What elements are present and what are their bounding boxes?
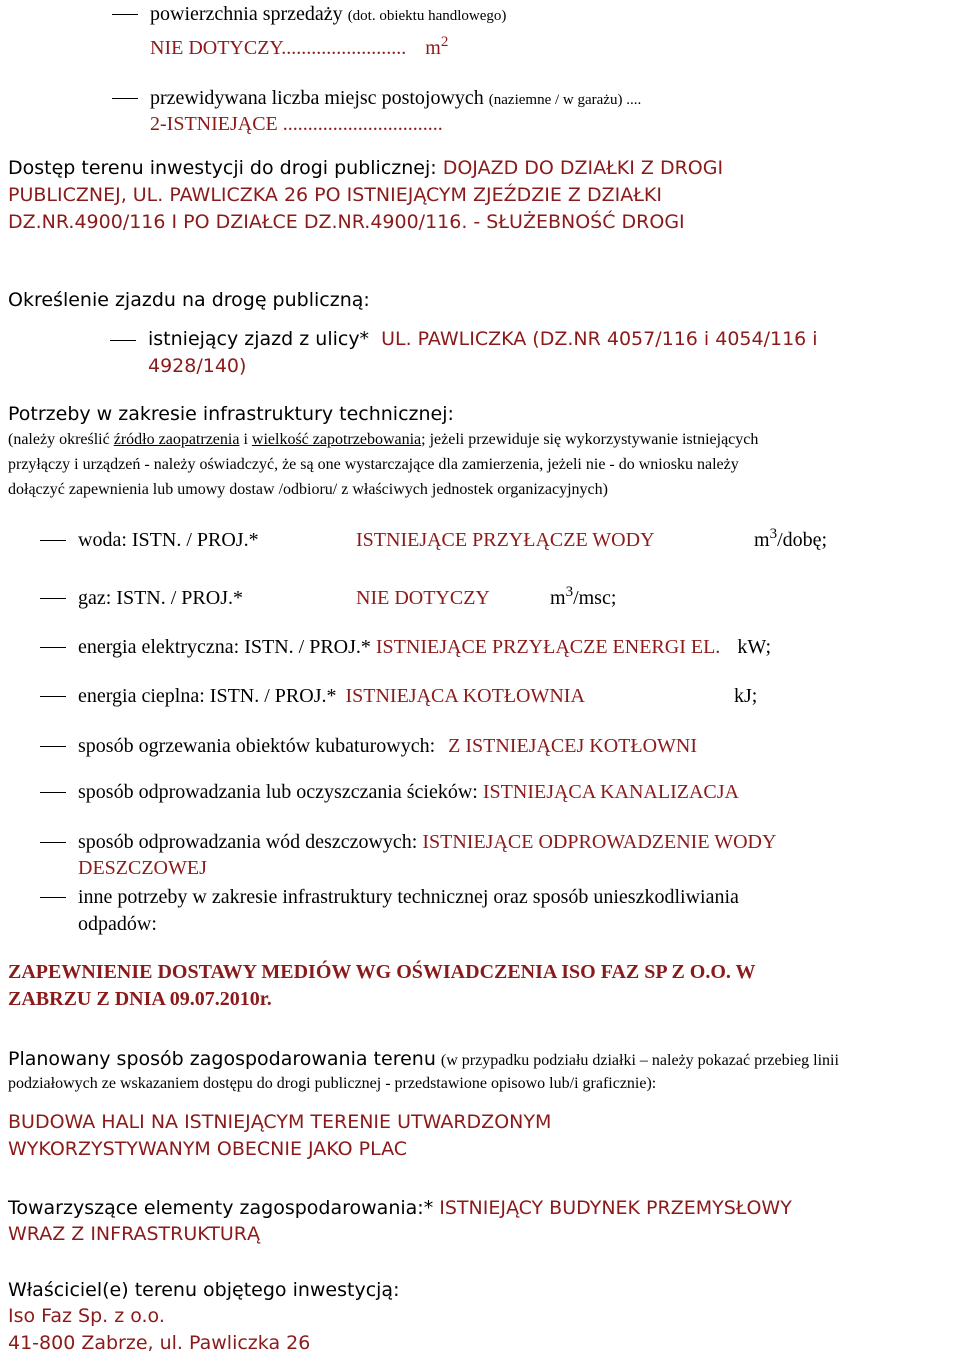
heating-line: sposób ogrzewania obiektów kubaturowych: Z ISTNIEJĄCEJ KOTŁOWNI [78, 735, 697, 757]
sewage-value: ISTNIEJĄCA KANALIZACJA [482, 781, 739, 803]
list-dash [40, 598, 66, 599]
supply-line-2: ZABRZU Z DNIA 09.07.2010r. [8, 988, 272, 1010]
list-dash [40, 842, 66, 843]
rain-value: ISTNIEJĄCE ODPROWADZENIE WODY [422, 831, 777, 853]
water-unit: $m^3$/dobę; [754, 526, 828, 551]
owner-label: Właściciel(e) terenu objętego inwestycją: [8, 1279, 400, 1301]
infrastructure-note-line-2: przyłączy i urządzeń - należy oświadczyć, że są one wystarczające dla zamierzenia, jeżeli nie - do wniosku należy [8, 456, 739, 473]
list-dash [40, 746, 66, 747]
development-value-line-2: WYKORZYSTYWANYM OBECNIE JAKO PLAC [8, 1138, 408, 1160]
owner-name: Iso Faz Sp. z o.o. [8, 1305, 165, 1327]
heating-value: Z ISTNIEJĄCEJ KOTŁOWNI [448, 735, 697, 757]
parking-line: przewidywana liczba miejsc postojowych (naziemne / w garażu) .... [150, 87, 642, 109]
accompanying-value: ISTNIEJĄCY BUDYNEK PRZEMYSŁOWY [439, 1197, 792, 1219]
accompanying-line-2: WRAZ Z INFRASTRUKTURĄ [8, 1223, 260, 1245]
sales-area-line: powierzchnia sprzedaży (dot. obiektu handlowego) [150, 3, 507, 25]
power-value: ISTNIEJĄCE PRZYŁĄCZE ENERGI EL. [375, 636, 721, 658]
list-dash [110, 340, 136, 341]
rain-line-1: sposób odprowadzania wód deszczowych: ISTNIEJĄCE ODPROWADZENIE WODY [78, 831, 777, 853]
heat-line: energia cieplna: ISTN. / PROJ.* ISTNIEJĄCA KOTŁOWNIA [78, 685, 585, 707]
gas-label: gaz: ISTN. / PROJ.* [78, 587, 243, 609]
infrastructure-note-line-1: (należy określić źródło zaopatrzenia i wielkość zapotrzebowania; jeżeli przewiduje się wykorzystywanie istniejących [8, 431, 759, 448]
heat-unit: kJ; [734, 685, 758, 707]
access-line-1: Dostęp terenu inwestycji do drogi publicznej: DOJAZD DO DZIAŁKI Z DROGI [8, 157, 724, 179]
list-dash [112, 98, 138, 99]
driveway-item-line-1: istniejący zjazd z ulicy* UL. PAWLICZKA (DZ.NR 4057/116 i 4054/116 i [148, 328, 818, 350]
supply-line-1: ZAPEWNIENIE DOSTAWY MEDIÓW WG OŚWIADCZENIA ISO FAZ SP Z O.O. W [8, 961, 756, 983]
list-dash [40, 540, 66, 541]
driveway-item-line-2: 4928/140) [148, 355, 247, 377]
power-line: energia elektryczna: ISTN. / PROJ.* ISTNIEJĄCE PRZYŁĄCZE ENERGI EL. kW; [78, 636, 772, 658]
list-dash [40, 696, 66, 697]
list-dash [112, 14, 138, 15]
owner-address: 41-800 Zabrze, ul. Pawliczka 26 [8, 1332, 311, 1354]
sales-area-unit: $m^2$ [425, 34, 449, 59]
other-line-2: odpadów: [78, 913, 157, 935]
sales-area-value-line [150, 36, 448, 60]
parking-value: 2-ISTNIEJĄCE ................................ [150, 113, 443, 135]
list-dash [40, 897, 66, 898]
rain-line-2: DESZCZOWEJ [78, 857, 207, 879]
development-note-line-2: podziałowych ze wskazaniem dostępu do drogi publicznej - przedstawione opisowo lub/i graficznie): [8, 1075, 657, 1092]
water-label: woda: ISTN. / PROJ.* [78, 529, 259, 551]
power-unit: kW; [737, 636, 772, 658]
driveway-heading: Określenie zjazdu na drogę publiczną: [8, 289, 370, 311]
list-dash [40, 647, 66, 648]
development-label: Planowany sposób zagospodarowania terenu [8, 1048, 436, 1070]
sewage-line: sposób odprowadzania lub oczyszczania ścieków: ISTNIEJĄCA KANALIZACJA [78, 781, 739, 803]
water-value: ISTNIEJĄCE PRZYŁĄCZE WODY [356, 529, 655, 551]
other-line-1: inne potrzeby w zakresie infrastruktury technicznej oraz sposób unieszkodliwiania [78, 886, 739, 908]
gas-value: NIE DOTYCZY [356, 587, 490, 609]
infrastructure-note-line-3: dołączyć zapewnienia lub umowy dostaw /odbioru/ z właściwych jednostek organizacyjnych) [8, 481, 608, 498]
sales-area-value: NIE DOTYCZY......................... [150, 37, 407, 59]
infrastructure-heading: Potrzeby w zakresie infrastruktury technicznej: [8, 403, 454, 425]
development-line-1: Planowany sposób zagospodarowania terenu (w przypadku podziału działki – należy pokazać przebieg linii [8, 1048, 839, 1070]
access-line-3: DZ.NR.4900/116 I PO DZIAŁCE DZ.NR.4900/116. - SŁUŻEBNOŚĆ DROGI [8, 211, 685, 233]
heat-value: ISTNIEJĄCA KOTŁOWNIA [345, 685, 585, 707]
gas-unit: $m^3$/msc; [550, 584, 617, 609]
list-dash [40, 792, 66, 793]
development-value-line-1: BUDOWA HALI NA ISTNIEJĄCYM TERENIE UTWARDZONYM [8, 1111, 552, 1133]
accompanying-line-1: Towarzyszące elementy zagospodarowania:* ISTNIEJĄCY BUDYNEK PRZEMYSŁOWY [8, 1197, 792, 1219]
access-line-2: PUBLICZNEJ, UL. PAWLICZKA 26 PO ISTNIEJĄCYM ZJEŹDZIE Z DZIAŁKI [8, 184, 662, 206]
